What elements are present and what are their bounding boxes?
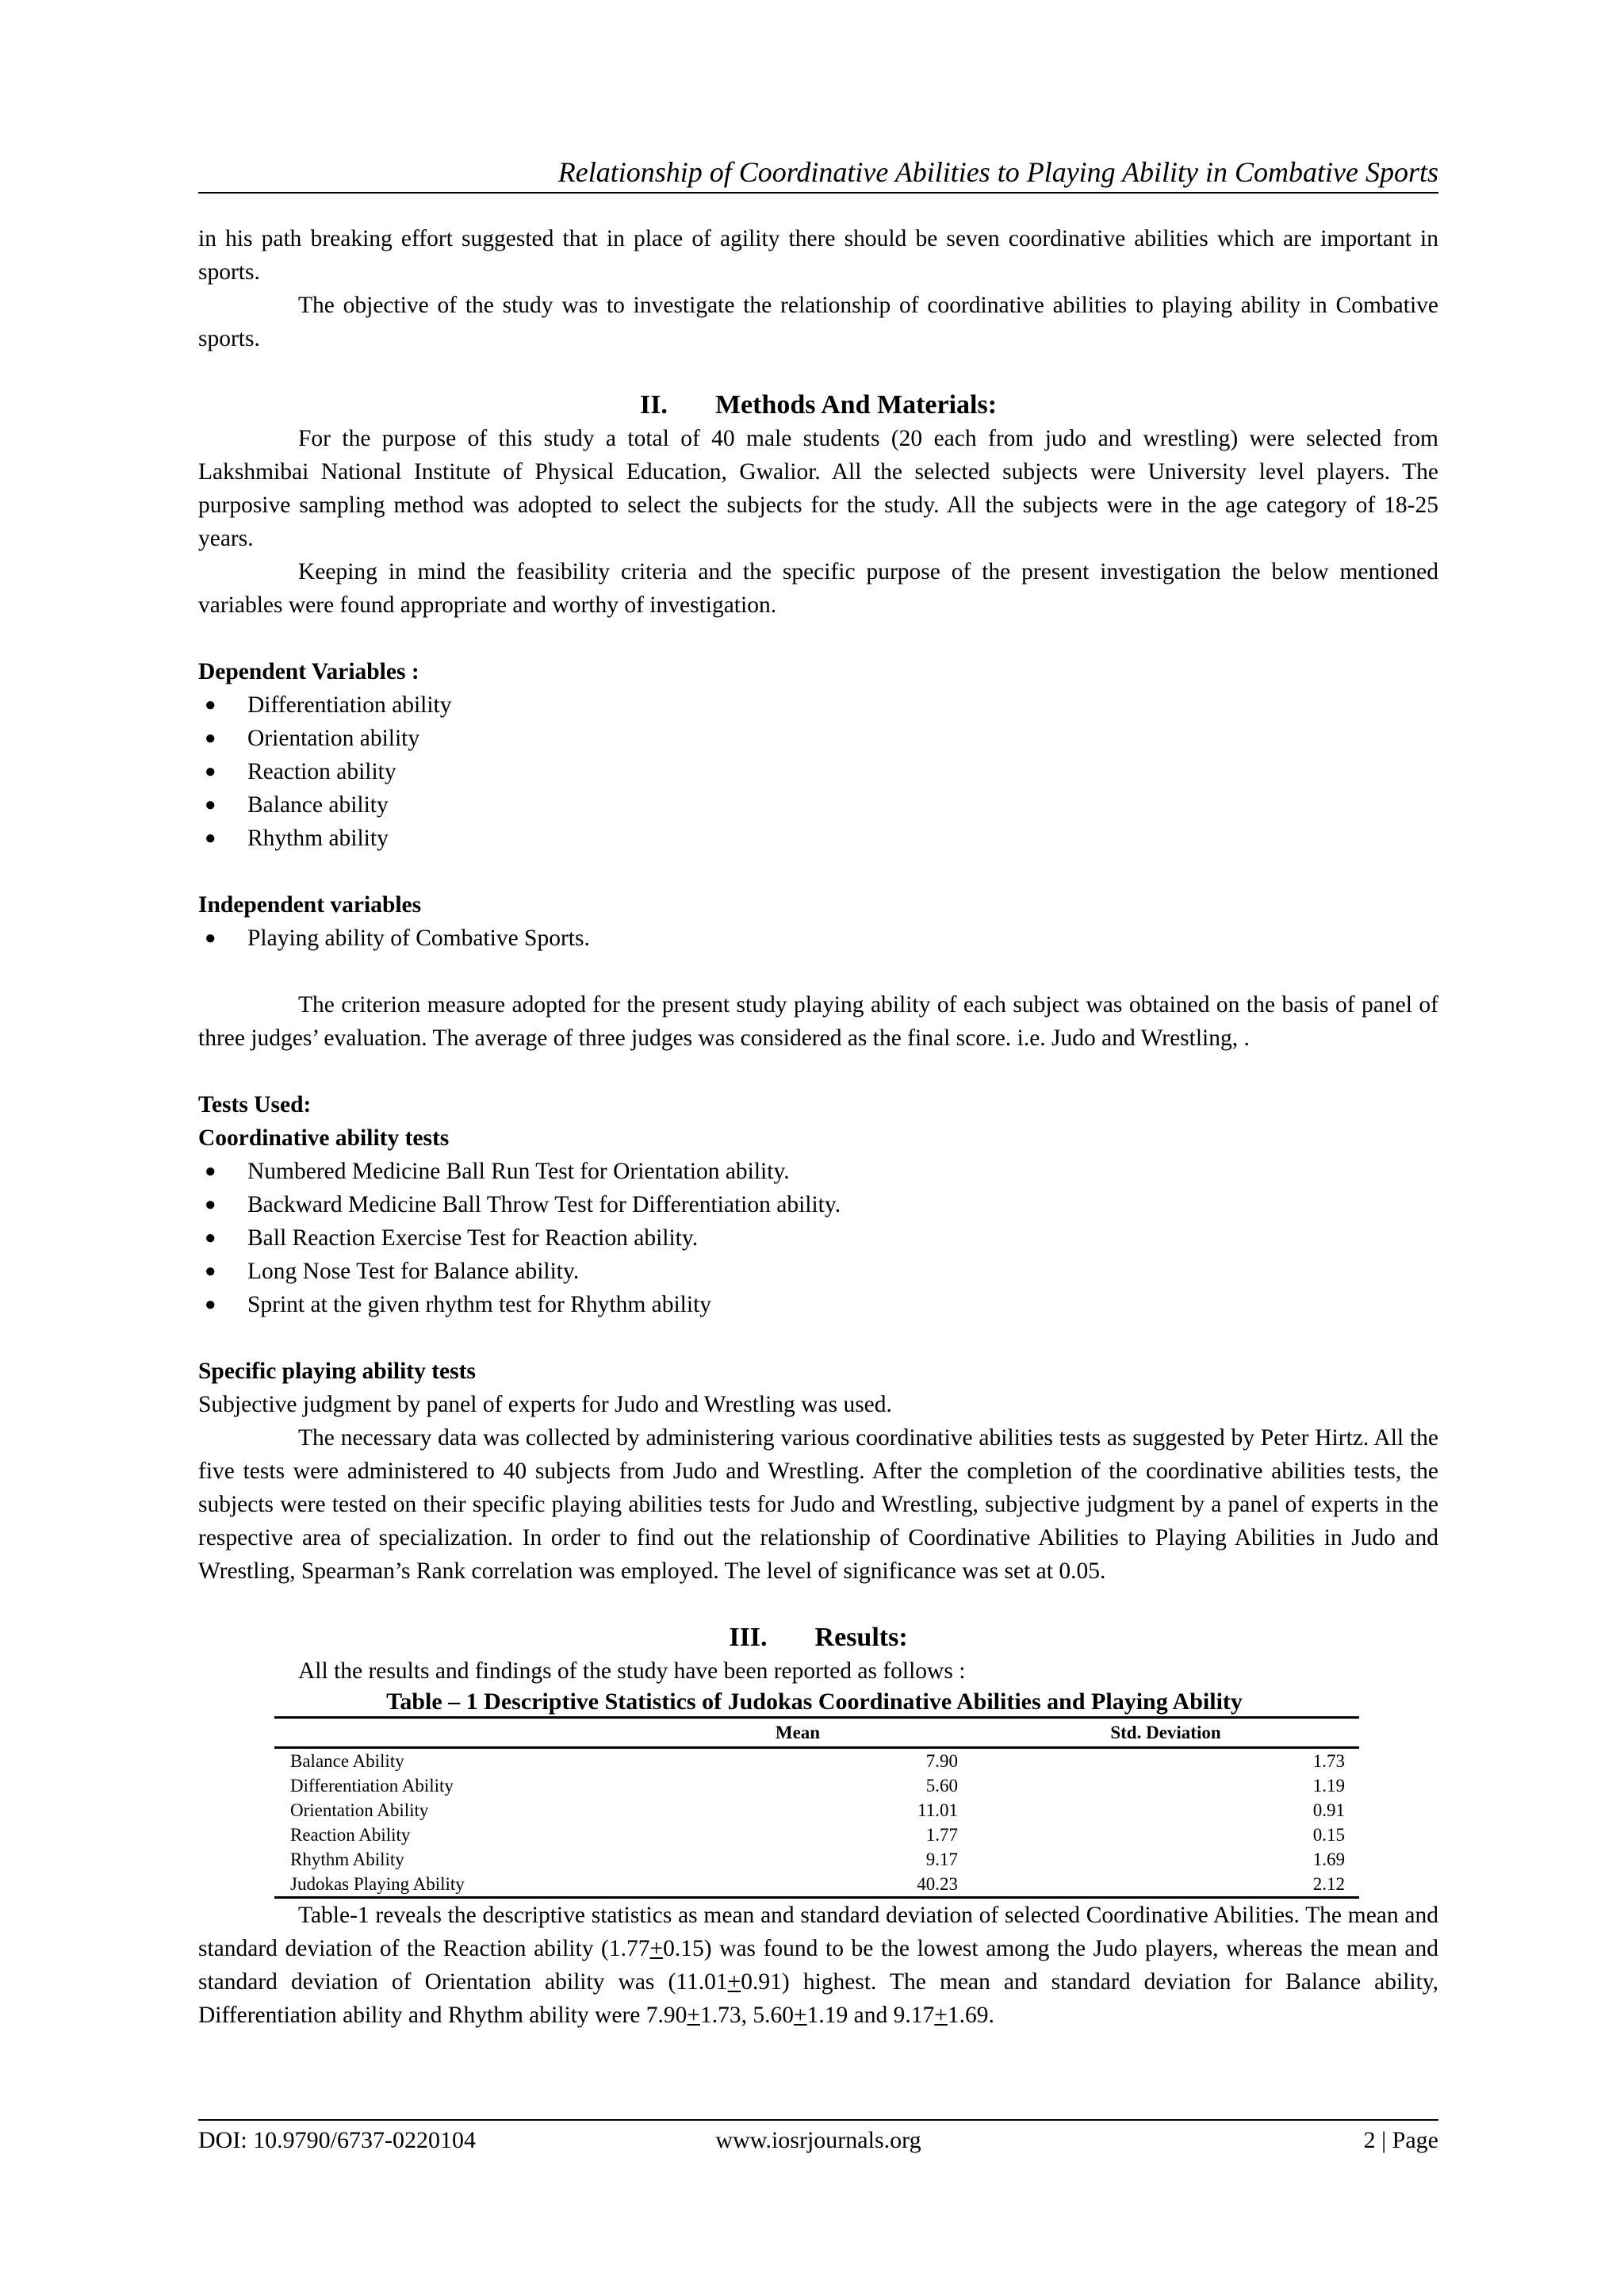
list-item: ● Numbered Medicine Ball Run Test for Orientation ability.	[198, 1155, 1438, 1188]
running-head: Relationship of Coordinative Abilities to Playing Ability in Combative Sports	[557, 156, 1438, 188]
table-cell: Differentiation Ability	[290, 1776, 454, 1796]
methods-paragraph-2: Keeping in mind the feasibility criteria and the specific purpose of the present investigation the below mentioned variables were found appropriate and worthy of investigation.	[198, 559, 1438, 618]
coordinative-tests-list	[198, 1155, 1438, 1321]
list-item: ● Rhythm ability	[198, 822, 1438, 855]
table-header-cell: Mean	[623, 1718, 972, 1748]
table-cell: 11.01	[917, 1800, 958, 1820]
table-header-cell: Std. Deviation	[972, 1718, 1359, 1748]
table-row	[274, 1773, 1359, 1798]
independent-variables-list	[198, 922, 1438, 955]
bullet-icon: ●	[205, 828, 216, 849]
table-header-row	[274, 1718, 1359, 1748]
dependent-variables-heading: Dependent Variables :	[198, 659, 419, 684]
list-item: ● Long Nose Test for Balance ability.	[198, 1255, 1438, 1288]
results-section-number: III.	[729, 1623, 768, 1652]
table-cell: Orientation Ability	[290, 1800, 429, 1820]
table-row	[274, 1872, 1359, 1898]
bullet-icon: ●	[205, 695, 216, 715]
table-cell: 5.60	[925, 1776, 958, 1796]
dependent-variables-list	[198, 688, 1438, 855]
bullet-icon: ●	[205, 1228, 216, 1248]
bullet-icon: ●	[205, 1261, 216, 1282]
descriptive-statistics-table	[274, 1716, 1359, 1899]
table-cell: 1.73	[1312, 1751, 1345, 1771]
table-cell: Balance Ability	[290, 1751, 404, 1771]
table-cell: 1.69	[1312, 1849, 1345, 1869]
table-cell: 9.17	[925, 1849, 958, 1869]
table-cell: 1.77	[925, 1825, 958, 1845]
bullet-icon: ●	[205, 1194, 216, 1215]
coordinative-tests-heading: Coordinative ability tests	[198, 1125, 450, 1151]
intro-paragraph-2: The objective of the study was to investigate the relationship of coordinative abilities to playing ability in Combative sports.	[198, 293, 1438, 351]
footer-rule	[198, 2119, 1438, 2121]
list-item: ● Sprint at the given rhythm test for Rhythm ability	[198, 1288, 1438, 1321]
article-body	[198, 222, 1438, 2032]
table-cell: 7.90	[925, 1751, 958, 1771]
table-cell: 0.91	[1312, 1800, 1345, 1820]
methods-section-title: Methods And Materials:	[714, 390, 998, 420]
specific-tests-heading: Specific playing ability tests	[198, 1359, 476, 1384]
header-rule	[198, 192, 1438, 194]
bullet-icon: ●	[205, 728, 216, 749]
bullet-icon: ●	[205, 1161, 216, 1182]
table-caption: Table – 1 Descriptive Statistics of Judokas Coordinative Abilities and Playing Ability	[386, 1688, 1243, 1715]
methods-section-number: II.	[639, 390, 668, 420]
footer-website: www.iosrjournals.org	[715, 2127, 921, 2153]
procedure-paragraph: The necessary data was collected by administering various coordinative abilities tests as suggested by Peter Hirtz. All the five tests were administered to 40 subjects from Judo and Wrestling. After the completion of the coordinative abilities tests, the subjects were tested on their specific playing abilities tests for Judo and Wrestling, subjective judgment by a panel of experts in the respective area of specialization. In order to find out the relationship of Coordinative Abilities to Playing Abilities in Judo and Wrestling, Spearman’s Rank correlation was employed. The level of significance was set at 0.05.	[198, 1425, 1438, 1584]
table-row	[274, 1748, 1359, 1774]
list-item: ● Ball Reaction Exercise Test for Reaction ability.	[198, 1221, 1438, 1255]
table-header-cell	[274, 1718, 623, 1748]
results-section-heading	[198, 1621, 1438, 1654]
methods-paragraph-1: For the purpose of this study a total of 40 male students (20 each from judo and wrestling) were selected from Lakshmibai National Institute of Physical Education, Gwalior. All the selected subjects were University level players. The purposive sampling method was adopted to select the subjects for the study. All the subjects were in the age category of 18-25 years.	[198, 426, 1438, 551]
footer-page-number: 2 | Page	[1363, 2127, 1438, 2153]
list-item: ● Reaction ability	[198, 755, 1438, 788]
table-cell: 1.19	[1312, 1776, 1345, 1796]
specific-tests-text: Subjective judgment by panel of experts for Judo and Wrestling was used.	[198, 1392, 892, 1417]
results-intro: All the results and findings of the study have been reported as follows :	[298, 1658, 966, 1684]
footer-doi: DOI: 10.9790/6737-0220104	[198, 2127, 476, 2153]
table-row	[274, 1798, 1359, 1823]
table-cell: Judokas Playing Ability	[274, 1872, 623, 1898]
table-cell: Reaction Ability	[290, 1825, 411, 1845]
table-cell: Rhythm Ability	[290, 1849, 404, 1869]
table-cell: 2.12	[972, 1872, 1359, 1898]
criterion-paragraph: The criterion measure adopted for the present study playing ability of each subject was obtained on the basis of panel of three judges’ evaluation. The average of three judges was considered as the final score. i.e. Judo and Wrestling, .	[198, 992, 1438, 1051]
list-item: ● Balance ability	[198, 788, 1438, 822]
list-item: ● Playing ability of Combative Sports.	[198, 922, 1438, 955]
bullet-icon: ●	[205, 928, 216, 949]
bullet-icon: ●	[205, 761, 216, 782]
bullet-icon: ●	[205, 1294, 216, 1315]
independent-variables-heading: Independent variables	[198, 892, 422, 918]
results-discussion: Table-1 reveals the descriptive statistics as mean and standard deviation of selected Coordinative Abilities. The mean and standard deviation of the Reaction ability (1.77+0.15) was found to be the lowest among the Judo players, whereas the mean and standard deviation of Orientation ability was (11.01+0.91) highest. The mean and standard deviation for Balance ability, Differentiation ability and Rhythm ability were 7.90+1.73, 5.60+1.19 and 9.17+1.69.	[198, 1903, 1438, 2028]
table-row	[274, 1847, 1359, 1872]
bullet-icon: ●	[205, 795, 216, 815]
tests-used-heading: Tests Used:	[198, 1092, 312, 1117]
list-item: ● Backward Medicine Ball Throw Test for Differentiation ability.	[198, 1188, 1438, 1221]
table-row	[274, 1823, 1359, 1847]
list-item: ● Differentiation ability	[198, 688, 1438, 722]
methods-section-heading	[198, 389, 1438, 422]
table-cell: 40.23	[623, 1872, 972, 1898]
table-cell: 0.15	[1312, 1825, 1345, 1845]
list-item: ● Orientation ability	[198, 722, 1438, 755]
intro-paragraph-1: in his path breaking effort suggested that in place of agility there should be seven coordinative abilities which are important in sports.	[198, 226, 1438, 285]
results-section-title: Results:	[814, 1623, 908, 1652]
